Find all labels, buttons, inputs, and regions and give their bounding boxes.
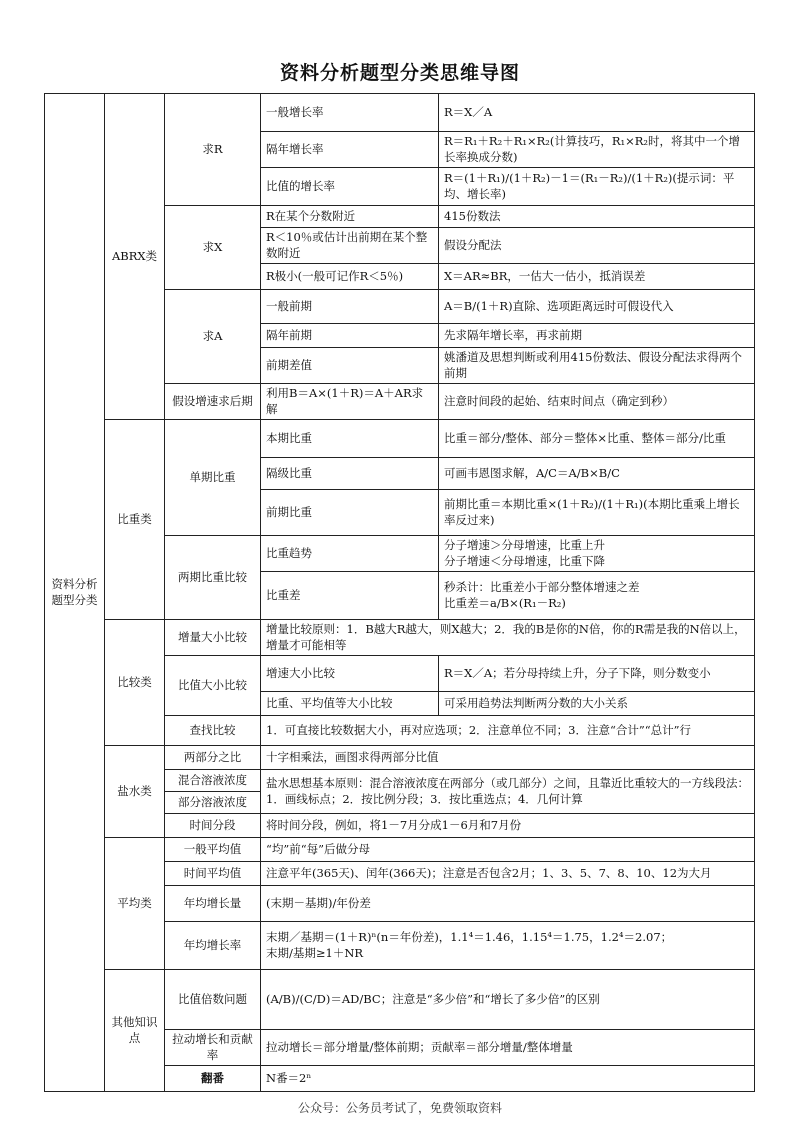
node-desc: 先求隔年增长率，再求前期 — [439, 324, 755, 348]
node-name: 隔年增长率 — [261, 132, 439, 168]
node-desc: “均”前“每”后做分母 — [261, 838, 755, 862]
single-period-ratio: 单期比重 — [165, 420, 261, 536]
desc-line: 分子增速＞分母增速，比重上升 — [444, 538, 605, 553]
two-period-ratio: 两期比重比较 — [165, 536, 261, 620]
mind-map-table — [44, 93, 755, 1092]
node-desc: 前期比重＝本期比重×(1＋R₂)/(1＋R₁)(本期比重乘上增长率反过来) — [439, 490, 755, 536]
node-name: 一般增长率 — [261, 94, 439, 132]
desc-line: 末期/基期≥1＋NR — [266, 945, 364, 960]
node-name: R＜10％或估计出前期在某个整数附近 — [261, 228, 439, 264]
node-desc: R＝R₁＋R₂＋R₁×R₂(计算技巧，R₁×R₂时，将其中一个增长率换成分数) — [439, 132, 755, 168]
lookup-compare: 查找比较 — [165, 716, 261, 746]
node-desc: 拉动增长＝部分增量/整体前期；贡献率＝部分增量/整体增量 — [261, 1030, 755, 1066]
node-desc: N番＝2ⁿ — [261, 1066, 755, 1092]
compare-category: 比较类 — [105, 620, 165, 746]
node-name: 比值倍数问题 — [165, 970, 261, 1030]
node-name: 时间平均值 — [165, 862, 261, 886]
footer-note: 公众号：公务员考试了，免费领取资料 — [297, 1101, 502, 1115]
node-name: 年均增长量 — [165, 886, 261, 922]
node-desc: 1．可直接比较数据大小，再对应选项；2．注意单位不同；3．注意“合计”“总计”行 — [261, 716, 755, 746]
node-desc: 盐水思想基本原则：混合溶液浓度在两部分（或几部分）之间，且靠近比重较大的一方线段法：1．画线标点；2．按比例分段；3．按比重选点；4．几何计算 — [261, 770, 755, 814]
node-name: 利用B＝A×(1＋R)＝A＋AR求解 — [261, 384, 439, 420]
page-title: 资料分析题型分类思维导图 — [279, 62, 520, 84]
node-desc: A＝B/(1＋R)直除、选项距离远时可假设代入 — [439, 290, 755, 324]
root-node: 资料分析题型分类 — [45, 94, 105, 1092]
node-name: 隔级比重 — [261, 458, 439, 490]
desc-line: 秒杀计：比重差小于部分整体增速之差 — [444, 580, 640, 595]
solve-a: 求A — [165, 290, 261, 384]
node-name: 一般平均值 — [165, 838, 261, 862]
solve-x: 求X — [165, 206, 261, 290]
node-name: 混合溶液浓度 — [165, 770, 261, 792]
node-desc: 可画韦恩图求解，A/C＝A/B×B/C — [439, 458, 755, 490]
node-name: 比重差 — [261, 572, 439, 620]
node-desc: 将时间分段，例如，将1－7月分成1－6月和7月份 — [261, 814, 755, 838]
node-name: 隔年前期 — [261, 324, 439, 348]
node-name: 年均增长率 — [165, 922, 261, 970]
node-name: 增速大小比较 — [261, 656, 439, 692]
node-desc: (A/B)/(C/D)＝AD/BC；注意是“多少倍”和“增长了多少倍”的区别 — [261, 970, 755, 1030]
node-desc: (末期－基期)/年份差 — [261, 886, 755, 922]
node-name: 翻番 — [165, 1066, 261, 1092]
node-name: 比重、平均值等大小比较 — [261, 692, 439, 716]
node-name: 两部分之比 — [165, 746, 261, 770]
node-desc: 可采用趋势法判断两分数的大小关系 — [439, 692, 755, 716]
node-name: R在某个分数附近 — [261, 206, 439, 228]
node-desc — [439, 572, 755, 620]
salt-water-category: 盐水类 — [105, 746, 165, 838]
desc-line: 比重差＝a/B×(R₁－R₂) — [444, 595, 566, 610]
node-name: 拉动增长和贡献率 — [165, 1030, 261, 1066]
assume-growth-later: 假设增速求后期 — [165, 384, 261, 420]
node-name: 比重趋势 — [261, 536, 439, 572]
solve-r: 求R — [165, 94, 261, 206]
node-name: 前期差值 — [261, 348, 439, 384]
node-desc: 注意时间段的起始、结束时间点（确定到秒） — [439, 384, 755, 420]
node-name: 本期比重 — [261, 420, 439, 458]
other-category: 其他知识点 — [105, 970, 165, 1092]
node-desc — [439, 536, 755, 572]
desc-line: 末期／基期＝(1＋R)ⁿ(n＝年份差)，1.1⁴＝1.46，1.15⁴＝1.75，1.2⁴＝2.07； — [266, 930, 673, 945]
node-desc: R＝X／A — [439, 94, 755, 132]
node-name: 前期比重 — [261, 490, 439, 536]
node-desc: 假设分配法 — [439, 228, 755, 264]
node-desc: 十字相乘法，画图求得两部分比值 — [261, 746, 755, 770]
node-name: 时间分段 — [165, 814, 261, 838]
ratio-category: 比重类 — [105, 420, 165, 620]
node-name: 比值的增长率 — [261, 168, 439, 206]
node-name: 部分溶液浓度 — [165, 792, 261, 814]
average-category: 平均类 — [105, 838, 165, 970]
abrx-category: ABRX类 — [105, 94, 165, 420]
increment-compare: 增量大小比较 — [165, 620, 261, 656]
desc-line: 分子增速＜分母增速，比重下降 — [444, 553, 605, 568]
node-desc: 姚潘道及思想判断或利用415份数法、假设分配法求得两个前期 — [439, 348, 755, 384]
node-desc: R＝X／A；若分母持续上升，分子下降，则分数变小 — [439, 656, 755, 692]
node-name: 一般前期 — [261, 290, 439, 324]
node-desc: R＝(1＋R₁)/(1＋R₂)－1＝(R₁－R₂)/(1＋R₂)(提示词：平均、增长率) — [439, 168, 755, 206]
ratio-value-compare: 比值大小比较 — [165, 656, 261, 716]
node-desc: 比重＝部分/整体、部分＝整体×比重、整体＝部分/比重 — [439, 420, 755, 458]
node-desc: X＝AR≈BR，一估大一估小，抵消误差 — [439, 264, 755, 290]
node-desc: 增量比较原则：1．B越大R越大，则X越大；2．我的B是你的N倍，你的R需是我的N倍以上，增量才可能相等 — [261, 620, 755, 656]
node-desc: 415份数法 — [439, 206, 755, 228]
node-name: R极小(一般可记作R＜5％) — [261, 264, 439, 290]
node-desc — [261, 922, 755, 970]
node-desc: 注意平年(365天)、闰年(366天)；注意是否包含2月；1、3、5、7、8、10、12为大月 — [261, 862, 755, 886]
